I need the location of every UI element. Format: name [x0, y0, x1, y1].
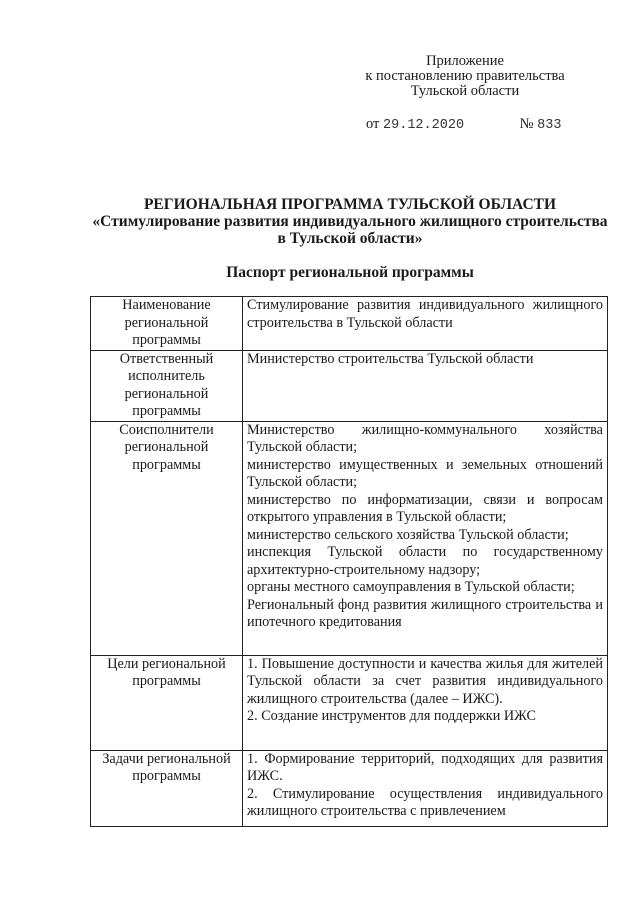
row-label: Цели региональной программы — [91, 655, 243, 750]
passport-row-tasks — [91, 750, 608, 826]
row-paragraph: 2. Создание инструментов для поддержки ИЖС — [247, 708, 536, 724]
passport-table — [90, 296, 608, 827]
row-label: Соисполнители региональной программы — [91, 421, 243, 655]
appendix-line: Тульской области — [410, 83, 520, 99]
appendix-line: Приложение — [426, 53, 504, 69]
row-paragraph: органы местного самоуправления в Тульской области; — [247, 579, 575, 595]
passport-row-responsible — [91, 350, 608, 421]
passport-row-coexecutors — [91, 421, 608, 655]
passport-row-name — [91, 297, 608, 351]
program-title — [80, 196, 620, 247]
passport-row-goals — [91, 655, 608, 750]
program-title-line: «Стимулирование развития индивидуального жилищного строительства — [92, 213, 608, 230]
appendix-line: к постановлению правительства — [365, 68, 565, 84]
row-value — [243, 297, 608, 351]
program-title-line: РЕГИОНАЛЬНАЯ ПРОГРАММА ТУЛЬСКОЙ ОБЛАСТИ — [143, 196, 557, 213]
decree-number-label: № — [519, 116, 534, 132]
row-label: Наименование региональной программы — [91, 297, 243, 351]
appendix-header — [330, 54, 600, 99]
row-paragraph: 2. Стимулирование осуществления индивидуального жилищного строительства с привлечением — [247, 785, 603, 819]
row-paragraph: министерство сельского хозяйства Тульской области; — [247, 526, 569, 543]
row-value — [243, 421, 608, 655]
row-value — [243, 655, 608, 750]
row-paragraph: Министерство жилищно-коммунального хозяйства Тульской области; — [247, 421, 603, 455]
row-paragraph: инспекция Тульской области по государственному архитектурно-строительному надзору; — [247, 544, 603, 578]
row-paragraph: министерство по информатизации, связи и вопросам открытого управления в Тульской области; — [247, 491, 603, 525]
passport-title: Паспорт региональной программы — [226, 264, 474, 281]
row-paragraph: 1. Формирование территорий, подходящих для развития ИЖС. — [247, 750, 603, 784]
decree-date: 29.12.2020 — [383, 118, 465, 133]
row-paragraph: Региональный фонд развития жилищного строительства и ипотечного кредитования — [247, 596, 603, 630]
row-paragraph: Министерство строительства Тульской области — [247, 350, 534, 367]
row-label: Ответственный исполнитель региональной программы — [91, 350, 243, 421]
row-value — [243, 350, 608, 421]
program-title-line: в Тульской области» — [277, 230, 423, 247]
decree-number: 833 — [537, 118, 562, 133]
decree-from-label: от — [366, 116, 380, 132]
row-paragraph: 1. Повышение доступности и качества жилья для жителей Тульской области за счет развития индивидуального жилищного строительства (далее – ИЖС). — [247, 655, 603, 707]
row-label: Задачи региональной программы — [91, 750, 243, 826]
row-paragraph: Стимулирование развития индивидуального жилищного строительства в Тульской области — [247, 297, 603, 331]
row-paragraph: министерство имущественных и земельных отношений Тульской области; — [247, 456, 603, 490]
decree-date-line — [366, 116, 561, 133]
row-value — [243, 750, 608, 826]
